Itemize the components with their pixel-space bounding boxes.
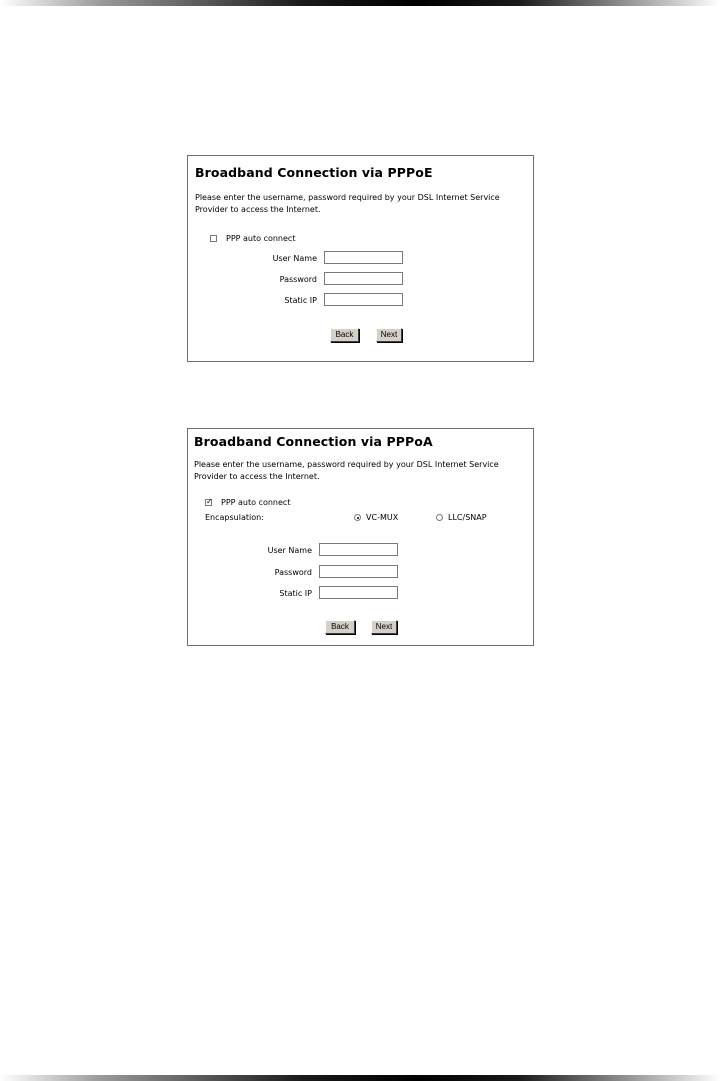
llc-snap-radio[interactable] <box>436 514 443 521</box>
pppoa-auto-connect-checkbox[interactable] <box>205 499 212 506</box>
pppoe-connection-panel <box>187 155 534 362</box>
pppoe-static-ip-label: Static IP <box>284 296 317 305</box>
pppoe-auto-connect-label: PPP auto connect <box>226 234 296 243</box>
vc-mux-radio[interactable] <box>354 514 361 521</box>
encapsulation-label: Encapsulation: <box>205 513 264 522</box>
pppoa-static-ip-label: Static IP <box>279 589 312 598</box>
pppoe-user-name-input[interactable] <box>324 251 403 264</box>
llc-snap-label: LLC/SNAP <box>448 513 487 522</box>
encapsulation-option-vc-mux[interactable] <box>354 513 398 522</box>
pppoe-user-name-label: User Name <box>272 254 317 263</box>
pppoe-description: Please enter the username, password required by your DSL Internet Service Provider to access the Internet. <box>195 193 500 214</box>
top-decorative-bar <box>0 0 720 6</box>
pppoa-description: Please enter the username, password required by your DSL Internet Service Provider to access the Internet. <box>194 460 499 481</box>
pppoe-password-input[interactable] <box>324 272 403 285</box>
pppoe-panel-title: Broadband Connection via PPPoE <box>195 165 433 180</box>
pppoa-back-button[interactable]: Back <box>325 620 355 634</box>
pppoe-auto-connect-row <box>210 234 295 243</box>
pppoe-back-button[interactable]: Back <box>330 328 359 342</box>
check-mark-icon: ✓ <box>206 497 213 506</box>
pppoa-connection-panel <box>187 428 534 646</box>
vc-mux-label: VC-MUX <box>366 513 399 522</box>
encapsulation-option-llc-snap[interactable] <box>436 513 487 522</box>
pppoa-user-name-label: User Name <box>267 546 312 555</box>
pppoa-user-name-input[interactable] <box>319 543 398 556</box>
bottom-decorative-bar <box>0 1075 720 1081</box>
pppoa-password-input[interactable] <box>319 565 398 578</box>
pppoe-next-button[interactable]: Next <box>376 328 402 342</box>
pppoa-auto-connect-label: PPP auto connect <box>221 498 291 507</box>
pppoe-static-ip-input[interactable] <box>324 293 403 306</box>
pppoa-static-ip-input[interactable] <box>319 586 398 599</box>
pppoe-password-label: Password <box>279 275 317 284</box>
pppoa-auto-connect-row <box>205 498 290 507</box>
pppoe-auto-connect-checkbox[interactable] <box>210 235 217 242</box>
pppoa-password-label: Password <box>274 568 312 577</box>
pppoa-panel-title: Broadband Connection via PPPoA <box>194 434 433 449</box>
pppoa-next-button[interactable]: Next <box>371 620 397 634</box>
